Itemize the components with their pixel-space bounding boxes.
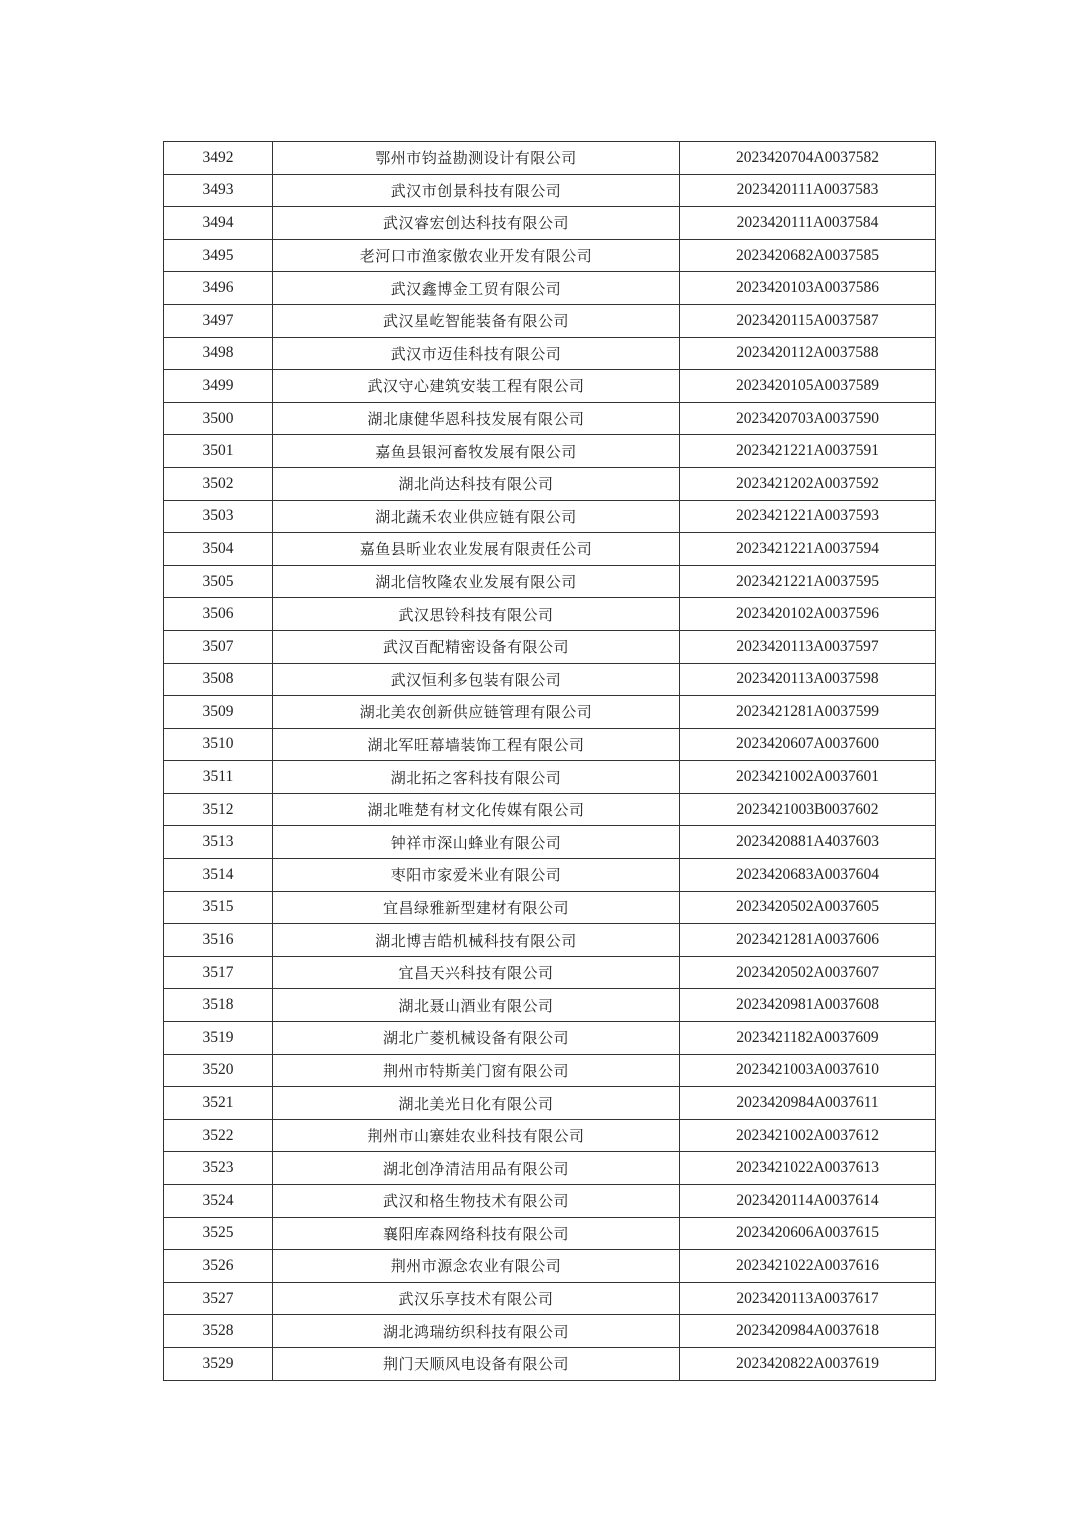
table-row bbox=[164, 467, 936, 500]
company-name: 嘉鱼县银河畜牧发展有限公司 bbox=[273, 435, 680, 468]
table-row bbox=[164, 956, 936, 989]
row-number: 3494 bbox=[164, 207, 273, 240]
table-row bbox=[164, 1185, 936, 1218]
registration-code: 2023421221A0037593 bbox=[680, 500, 936, 533]
table-row bbox=[164, 1054, 936, 1087]
table-row bbox=[164, 598, 936, 631]
table-row bbox=[164, 924, 936, 957]
row-number: 3523 bbox=[164, 1152, 273, 1185]
company-name: 武汉恒利多包装有限公司 bbox=[273, 663, 680, 696]
row-number: 3513 bbox=[164, 826, 273, 859]
company-name: 武汉乐享技术有限公司 bbox=[273, 1282, 680, 1315]
registration-code: 2023420105A0037589 bbox=[680, 370, 936, 403]
company-name: 嘉鱼县昕业农业发展有限责任公司 bbox=[273, 533, 680, 566]
table-row bbox=[164, 435, 936, 468]
registration-code: 2023420113A0037598 bbox=[680, 663, 936, 696]
table-row bbox=[164, 1315, 936, 1348]
registration-code: 2023420113A0037617 bbox=[680, 1282, 936, 1315]
company-name: 湖北美农创新供应链管理有限公司 bbox=[273, 696, 680, 729]
registration-code: 2023420102A0037596 bbox=[680, 598, 936, 631]
table-row bbox=[164, 728, 936, 761]
registration-code: 2023420682A0037585 bbox=[680, 239, 936, 272]
registration-code: 2023420114A0037614 bbox=[680, 1185, 936, 1218]
row-number: 3507 bbox=[164, 630, 273, 663]
table-row bbox=[164, 402, 936, 435]
row-number: 3517 bbox=[164, 956, 273, 989]
table-row bbox=[164, 1347, 936, 1380]
table-row bbox=[164, 1217, 936, 1250]
company-name: 钟祥市深山蜂业有限公司 bbox=[273, 826, 680, 859]
table-row bbox=[164, 370, 936, 403]
table-row bbox=[164, 989, 936, 1022]
table-row bbox=[164, 696, 936, 729]
company-name: 武汉思铃科技有限公司 bbox=[273, 598, 680, 631]
row-number: 3506 bbox=[164, 598, 273, 631]
table-row bbox=[164, 272, 936, 305]
row-number: 3515 bbox=[164, 891, 273, 924]
table-row bbox=[164, 1022, 936, 1055]
table-row bbox=[164, 533, 936, 566]
registration-code: 2023420822A0037619 bbox=[680, 1347, 936, 1380]
company-name: 武汉睿宏创达科技有限公司 bbox=[273, 207, 680, 240]
registration-code: 2023420111A0037583 bbox=[680, 174, 936, 207]
row-number: 3500 bbox=[164, 402, 273, 435]
company-name: 武汉守心建筑安装工程有限公司 bbox=[273, 370, 680, 403]
row-number: 3516 bbox=[164, 924, 273, 957]
registration-code: 2023421002A0037612 bbox=[680, 1119, 936, 1152]
company-name: 老河口市渔家傲农业开发有限公司 bbox=[273, 239, 680, 272]
table-row bbox=[164, 826, 936, 859]
row-number: 3501 bbox=[164, 435, 273, 468]
company-name: 枣阳市家爱米业有限公司 bbox=[273, 859, 680, 892]
row-number: 3511 bbox=[164, 761, 273, 794]
row-number: 3499 bbox=[164, 370, 273, 403]
row-number: 3522 bbox=[164, 1119, 273, 1152]
company-name: 湖北广菱机械设备有限公司 bbox=[273, 1022, 680, 1055]
registration-code: 2023420607A0037600 bbox=[680, 728, 936, 761]
company-name: 荆门天顺风电设备有限公司 bbox=[273, 1347, 680, 1380]
row-number: 3505 bbox=[164, 565, 273, 598]
table-row bbox=[164, 207, 936, 240]
company-name: 湖北唯楚有材文化传媒有限公司 bbox=[273, 793, 680, 826]
table-row bbox=[164, 337, 936, 370]
registration-code: 2023421281A0037599 bbox=[680, 696, 936, 729]
registration-code: 2023420606A0037615 bbox=[680, 1217, 936, 1250]
registration-code: 2023421221A0037594 bbox=[680, 533, 936, 566]
company-name: 武汉星屹智能装备有限公司 bbox=[273, 304, 680, 337]
row-number: 3514 bbox=[164, 859, 273, 892]
row-number: 3512 bbox=[164, 793, 273, 826]
table-row bbox=[164, 663, 936, 696]
company-name: 湖北博吉皓机械科技有限公司 bbox=[273, 924, 680, 957]
table-row bbox=[164, 891, 936, 924]
table-row bbox=[164, 565, 936, 598]
table-row bbox=[164, 1282, 936, 1315]
table-row bbox=[164, 304, 936, 337]
company-name: 湖北军旺幕墙装饰工程有限公司 bbox=[273, 728, 680, 761]
company-name: 湖北尚达科技有限公司 bbox=[273, 467, 680, 500]
row-number: 3525 bbox=[164, 1217, 273, 1250]
company-name: 湖北康健华恩科技发展有限公司 bbox=[273, 402, 680, 435]
table-row bbox=[164, 239, 936, 272]
registration-code: 2023420113A0037597 bbox=[680, 630, 936, 663]
row-number: 3497 bbox=[164, 304, 273, 337]
registry-table-body bbox=[164, 142, 936, 1381]
table-row bbox=[164, 174, 936, 207]
row-number: 3502 bbox=[164, 467, 273, 500]
table-row bbox=[164, 1152, 936, 1185]
row-number: 3519 bbox=[164, 1022, 273, 1055]
registration-code: 2023421182A0037609 bbox=[680, 1022, 936, 1055]
row-number: 3503 bbox=[164, 500, 273, 533]
registration-code: 2023421002A0037601 bbox=[680, 761, 936, 794]
row-number: 3524 bbox=[164, 1185, 273, 1218]
registry-table bbox=[163, 141, 936, 1381]
company-name: 湖北蔬禾农业供应链有限公司 bbox=[273, 500, 680, 533]
row-number: 3493 bbox=[164, 174, 273, 207]
company-name: 湖北信牧隆农业发展有限公司 bbox=[273, 565, 680, 598]
table-row bbox=[164, 1250, 936, 1283]
company-name: 湖北鸿瑞纺织科技有限公司 bbox=[273, 1315, 680, 1348]
table-row bbox=[164, 859, 936, 892]
row-number: 3508 bbox=[164, 663, 273, 696]
company-name: 武汉市迈佳科技有限公司 bbox=[273, 337, 680, 370]
registration-code: 2023421281A0037606 bbox=[680, 924, 936, 957]
company-name: 武汉市创景科技有限公司 bbox=[273, 174, 680, 207]
registration-code: 2023421022A0037616 bbox=[680, 1250, 936, 1283]
table-row bbox=[164, 793, 936, 826]
company-name: 宜昌绿雅新型建材有限公司 bbox=[273, 891, 680, 924]
company-name: 武汉鑫博金工贸有限公司 bbox=[273, 272, 680, 305]
row-number: 3495 bbox=[164, 239, 273, 272]
company-name: 武汉百配精密设备有限公司 bbox=[273, 630, 680, 663]
table-row bbox=[164, 1087, 936, 1120]
registration-code: 2023421202A0037592 bbox=[680, 467, 936, 500]
registration-code: 2023420111A0037584 bbox=[680, 207, 936, 240]
row-number: 3527 bbox=[164, 1282, 273, 1315]
table-row bbox=[164, 1119, 936, 1152]
registration-code: 2023420115A0037587 bbox=[680, 304, 936, 337]
company-name: 湖北聂山酒业有限公司 bbox=[273, 989, 680, 1022]
row-number: 3496 bbox=[164, 272, 273, 305]
row-number: 3529 bbox=[164, 1347, 273, 1380]
company-name: 武汉和格生物技术有限公司 bbox=[273, 1185, 680, 1218]
row-number: 3498 bbox=[164, 337, 273, 370]
company-name: 湖北拓之客科技有限公司 bbox=[273, 761, 680, 794]
registration-code: 2023420502A0037605 bbox=[680, 891, 936, 924]
table-row bbox=[164, 142, 936, 175]
row-number: 3528 bbox=[164, 1315, 273, 1348]
company-name: 鄂州市钧益勘测设计有限公司 bbox=[273, 142, 680, 175]
registration-code: 2023420683A0037604 bbox=[680, 859, 936, 892]
table-row bbox=[164, 761, 936, 794]
company-name: 荆州市源念农业有限公司 bbox=[273, 1250, 680, 1283]
registration-code: 2023420984A0037611 bbox=[680, 1087, 936, 1120]
registration-code: 2023420981A0037608 bbox=[680, 989, 936, 1022]
row-number: 3518 bbox=[164, 989, 273, 1022]
registration-code: 2023421022A0037613 bbox=[680, 1152, 936, 1185]
table-row bbox=[164, 630, 936, 663]
company-name: 湖北美光日化有限公司 bbox=[273, 1087, 680, 1120]
row-number: 3504 bbox=[164, 533, 273, 566]
row-number: 3492 bbox=[164, 142, 273, 175]
row-number: 3510 bbox=[164, 728, 273, 761]
company-name: 宜昌天兴科技有限公司 bbox=[273, 956, 680, 989]
registration-code: 2023421003B0037602 bbox=[680, 793, 936, 826]
registration-code: 2023420984A0037618 bbox=[680, 1315, 936, 1348]
registration-code: 2023420502A0037607 bbox=[680, 956, 936, 989]
registration-code: 2023420112A0037588 bbox=[680, 337, 936, 370]
row-number: 3526 bbox=[164, 1250, 273, 1283]
company-name: 湖北创净清洁用品有限公司 bbox=[273, 1152, 680, 1185]
registration-code: 2023420881A4037603 bbox=[680, 826, 936, 859]
table-row bbox=[164, 500, 936, 533]
registration-code: 2023421221A0037595 bbox=[680, 565, 936, 598]
company-name: 荆州市特斯美门窗有限公司 bbox=[273, 1054, 680, 1087]
company-name: 襄阳库森网络科技有限公司 bbox=[273, 1217, 680, 1250]
row-number: 3521 bbox=[164, 1087, 273, 1120]
registration-code: 2023420703A0037590 bbox=[680, 402, 936, 435]
registration-code: 2023420103A0037586 bbox=[680, 272, 936, 305]
registration-code: 2023421003A0037610 bbox=[680, 1054, 936, 1087]
registration-code: 2023421221A0037591 bbox=[680, 435, 936, 468]
company-name: 荆州市山寨娃农业科技有限公司 bbox=[273, 1119, 680, 1152]
registration-code: 2023420704A0037582 bbox=[680, 142, 936, 175]
row-number: 3509 bbox=[164, 696, 273, 729]
row-number: 3520 bbox=[164, 1054, 273, 1087]
